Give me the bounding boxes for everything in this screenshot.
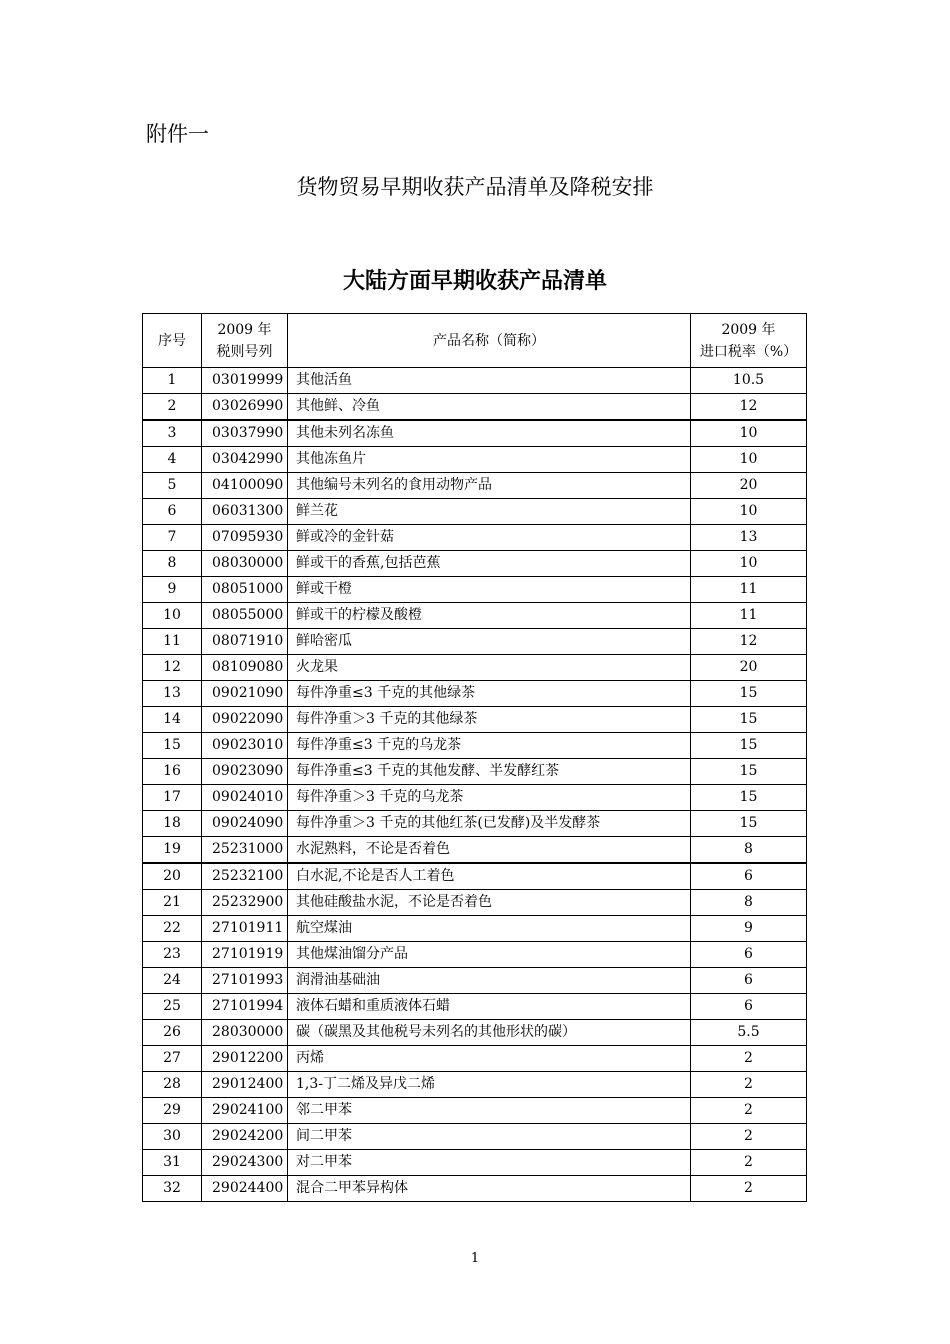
table-row — [143, 942, 807, 968]
row-number: 30 — [143, 1124, 202, 1150]
tax-rate: 10 — [691, 420, 807, 447]
tax-rate: 20 — [691, 655, 807, 681]
table-row — [143, 447, 807, 473]
tax-rate: 11 — [691, 577, 807, 603]
row-number: 26 — [143, 1020, 202, 1046]
product-name: 混合二甲苯异构体 — [288, 1176, 691, 1202]
table-row — [143, 577, 807, 603]
row-number: 18 — [143, 811, 202, 837]
tax-rate: 13 — [691, 525, 807, 551]
row-number: 1 — [143, 368, 202, 394]
product-name: 每件净重≤3 千克的其他绿茶 — [288, 681, 691, 707]
tax-rate: 2 — [691, 1150, 807, 1176]
tariff-code: 08109080 — [202, 655, 288, 681]
row-number: 23 — [143, 942, 202, 968]
table-row — [143, 1098, 807, 1124]
tariff-code: 27101911 — [202, 916, 288, 942]
table-row — [143, 994, 807, 1020]
tax-rate: 20 — [691, 473, 807, 499]
tax-rate: 9 — [691, 916, 807, 942]
tariff-code: 03037990 — [202, 420, 288, 447]
tariff-code: 29012200 — [202, 1046, 288, 1072]
product-name: 对二甲苯 — [288, 1150, 691, 1176]
product-name: 每件净重＞3 千克的乌龙茶 — [288, 785, 691, 811]
table-row — [143, 916, 807, 942]
subtitle: 大陆方面早期收获产品清单 — [342, 269, 607, 294]
tariff-code: 09023090 — [202, 759, 288, 785]
row-number: 28 — [143, 1072, 202, 1098]
tax-rate: 2 — [691, 1124, 807, 1150]
product-name: 航空煤油 — [288, 916, 691, 942]
row-number: 22 — [143, 916, 202, 942]
table-row — [143, 394, 807, 421]
product-name: 邻二甲苯 — [288, 1098, 691, 1124]
row-number: 21 — [143, 890, 202, 916]
table-row — [143, 1046, 807, 1072]
table-row — [143, 629, 807, 655]
tariff-code: 08051000 — [202, 577, 288, 603]
row-number: 14 — [143, 707, 202, 733]
table-row — [143, 1124, 807, 1150]
tax-rate: 15 — [691, 681, 807, 707]
tariff-code: 28030000 — [202, 1020, 288, 1046]
tariff-code: 03026990 — [202, 394, 288, 421]
product-name: 其他鲜、冷鱼 — [288, 394, 691, 421]
row-number: 20 — [143, 863, 202, 890]
header-rate-line1: 2009 年 — [721, 321, 776, 338]
product-table — [142, 313, 807, 1202]
tax-rate: 8 — [691, 837, 807, 864]
row-number: 17 — [143, 785, 202, 811]
table-row — [143, 420, 807, 447]
product-name: 火龙果 — [288, 655, 691, 681]
tariff-code: 09024010 — [202, 785, 288, 811]
row-number: 32 — [143, 1176, 202, 1202]
tax-rate: 15 — [691, 785, 807, 811]
product-name: 润滑油基础油 — [288, 968, 691, 994]
row-number: 10 — [143, 603, 202, 629]
product-name: 鲜或冷的金针菇 — [288, 525, 691, 551]
product-name: 其他未列名冻鱼 — [288, 420, 691, 447]
table-row — [143, 785, 807, 811]
tariff-code: 29024300 — [202, 1150, 288, 1176]
product-name: 其他冻鱼片 — [288, 447, 691, 473]
tariff-code: 29024100 — [202, 1098, 288, 1124]
product-name: 鲜兰花 — [288, 499, 691, 525]
row-number: 25 — [143, 994, 202, 1020]
row-number: 13 — [143, 681, 202, 707]
tax-rate: 2 — [691, 1046, 807, 1072]
table-row — [143, 473, 807, 499]
tax-rate: 15 — [691, 811, 807, 837]
tax-rate: 5.5 — [691, 1020, 807, 1046]
tax-rate: 15 — [691, 707, 807, 733]
tax-rate: 12 — [691, 629, 807, 655]
header-code — [202, 314, 288, 368]
row-number: 7 — [143, 525, 202, 551]
tax-rate: 6 — [691, 942, 807, 968]
tariff-code: 08071910 — [202, 629, 288, 655]
tax-rate: 11 — [691, 603, 807, 629]
table-row — [143, 655, 807, 681]
row-number: 4 — [143, 447, 202, 473]
tax-rate: 15 — [691, 759, 807, 785]
header-rate-line2: 进口税率（%） — [699, 343, 798, 360]
table-row — [143, 1150, 807, 1176]
tariff-code: 03042990 — [202, 447, 288, 473]
header-code-line2: 税则号列 — [216, 343, 273, 360]
row-number: 16 — [143, 759, 202, 785]
table-row — [143, 499, 807, 525]
page-number: 1 — [470, 1251, 480, 1266]
tariff-code: 29024400 — [202, 1176, 288, 1202]
tariff-code: 25232900 — [202, 890, 288, 916]
tariff-code: 09023010 — [202, 733, 288, 759]
tariff-code: 07095930 — [202, 525, 288, 551]
product-name: 鲜或干的香蕉,包括芭蕉 — [288, 551, 691, 577]
tax-rate: 12 — [691, 394, 807, 421]
row-number: 8 — [143, 551, 202, 577]
product-name: 1,3-丁二烯及异戊二烯 — [288, 1072, 691, 1098]
product-name: 每件净重≤3 千克的乌龙茶 — [288, 733, 691, 759]
tariff-code: 08030000 — [202, 551, 288, 577]
tariff-code: 29024200 — [202, 1124, 288, 1150]
product-name: 鲜或干的柠檬及酸橙 — [288, 603, 691, 629]
product-name: 鲜哈密瓜 — [288, 629, 691, 655]
table-row — [143, 1176, 807, 1202]
row-number: 27 — [143, 1046, 202, 1072]
tax-rate: 15 — [691, 733, 807, 759]
row-number: 12 — [143, 655, 202, 681]
tariff-code: 29012400 — [202, 1072, 288, 1098]
product-name: 水泥熟料，不论是否着色 — [288, 837, 691, 864]
product-name: 间二甲苯 — [288, 1124, 691, 1150]
row-number: 9 — [143, 577, 202, 603]
tax-rate: 6 — [691, 863, 807, 890]
tax-rate: 10 — [691, 551, 807, 577]
tariff-code: 25232100 — [202, 863, 288, 890]
tax-rate: 2 — [691, 1176, 807, 1202]
table-row — [143, 863, 807, 890]
product-name: 丙烯 — [288, 1046, 691, 1072]
product-name: 白水泥,不论是否人工着色 — [288, 863, 691, 890]
table-row — [143, 733, 807, 759]
table-row — [143, 1072, 807, 1098]
row-number: 6 — [143, 499, 202, 525]
table-row — [143, 525, 807, 551]
tax-rate: 6 — [691, 994, 807, 1020]
table-row — [143, 1020, 807, 1046]
tax-rate: 2 — [691, 1072, 807, 1098]
tax-rate: 10.5 — [691, 368, 807, 394]
annex-label: 附件一 — [146, 122, 209, 146]
tax-rate: 2 — [691, 1098, 807, 1124]
row-number: 29 — [143, 1098, 202, 1124]
table-row — [143, 837, 807, 864]
table-row — [143, 968, 807, 994]
tariff-code: 08055000 — [202, 603, 288, 629]
product-name: 碳（碳黑及其他税号未列名的其他形状的碳） — [288, 1020, 691, 1046]
row-number: 31 — [143, 1150, 202, 1176]
table-row — [143, 811, 807, 837]
header-code-line1: 2009 年 — [217, 321, 272, 338]
table-row — [143, 368, 807, 394]
product-name: 每件净重＞3 千克的其他红茶(已发酵)及半发酵茶 — [288, 811, 691, 837]
header-name: 产品名称（简称） — [288, 314, 691, 368]
tariff-code: 04100090 — [202, 473, 288, 499]
tariff-code: 09022090 — [202, 707, 288, 733]
tariff-code: 03019999 — [202, 368, 288, 394]
tariff-code: 27101919 — [202, 942, 288, 968]
row-number: 5 — [143, 473, 202, 499]
tax-rate: 10 — [691, 447, 807, 473]
tariff-code: 06031300 — [202, 499, 288, 525]
product-name: 其他活鱼 — [288, 368, 691, 394]
row-number: 19 — [143, 837, 202, 864]
header-rate — [691, 314, 807, 368]
row-number: 2 — [143, 394, 202, 421]
table-row — [143, 890, 807, 916]
product-name: 其他煤油馏分产品 — [288, 942, 691, 968]
table-row — [143, 603, 807, 629]
product-name: 鲜或干橙 — [288, 577, 691, 603]
tax-rate: 10 — [691, 499, 807, 525]
row-number: 11 — [143, 629, 202, 655]
main-title: 货物贸易早期收获产品清单及降税安排 — [296, 175, 654, 199]
row-number: 24 — [143, 968, 202, 994]
tariff-code: 09021090 — [202, 681, 288, 707]
table-row — [143, 759, 807, 785]
tariff-code: 27101994 — [202, 994, 288, 1020]
product-name: 液体石蜡和重质液体石蜡 — [288, 994, 691, 1020]
tariff-code: 09024090 — [202, 811, 288, 837]
product-name: 每件净重＞3 千克的其他绿茶 — [288, 707, 691, 733]
product-name: 其他编号未列名的食用动物产品 — [288, 473, 691, 499]
table-header-row — [143, 314, 807, 368]
header-no: 序号 — [143, 314, 202, 368]
tax-rate: 6 — [691, 968, 807, 994]
row-number: 3 — [143, 420, 202, 447]
tax-rate: 8 — [691, 890, 807, 916]
tariff-code: 27101993 — [202, 968, 288, 994]
tariff-code: 25231000 — [202, 837, 288, 864]
row-number: 15 — [143, 733, 202, 759]
table-row — [143, 551, 807, 577]
product-name: 每件净重≤3 千克的其他发酵、半发酵红茶 — [288, 759, 691, 785]
table-row — [143, 681, 807, 707]
product-name: 其他硅酸盐水泥，不论是否着色 — [288, 890, 691, 916]
table-row — [143, 707, 807, 733]
